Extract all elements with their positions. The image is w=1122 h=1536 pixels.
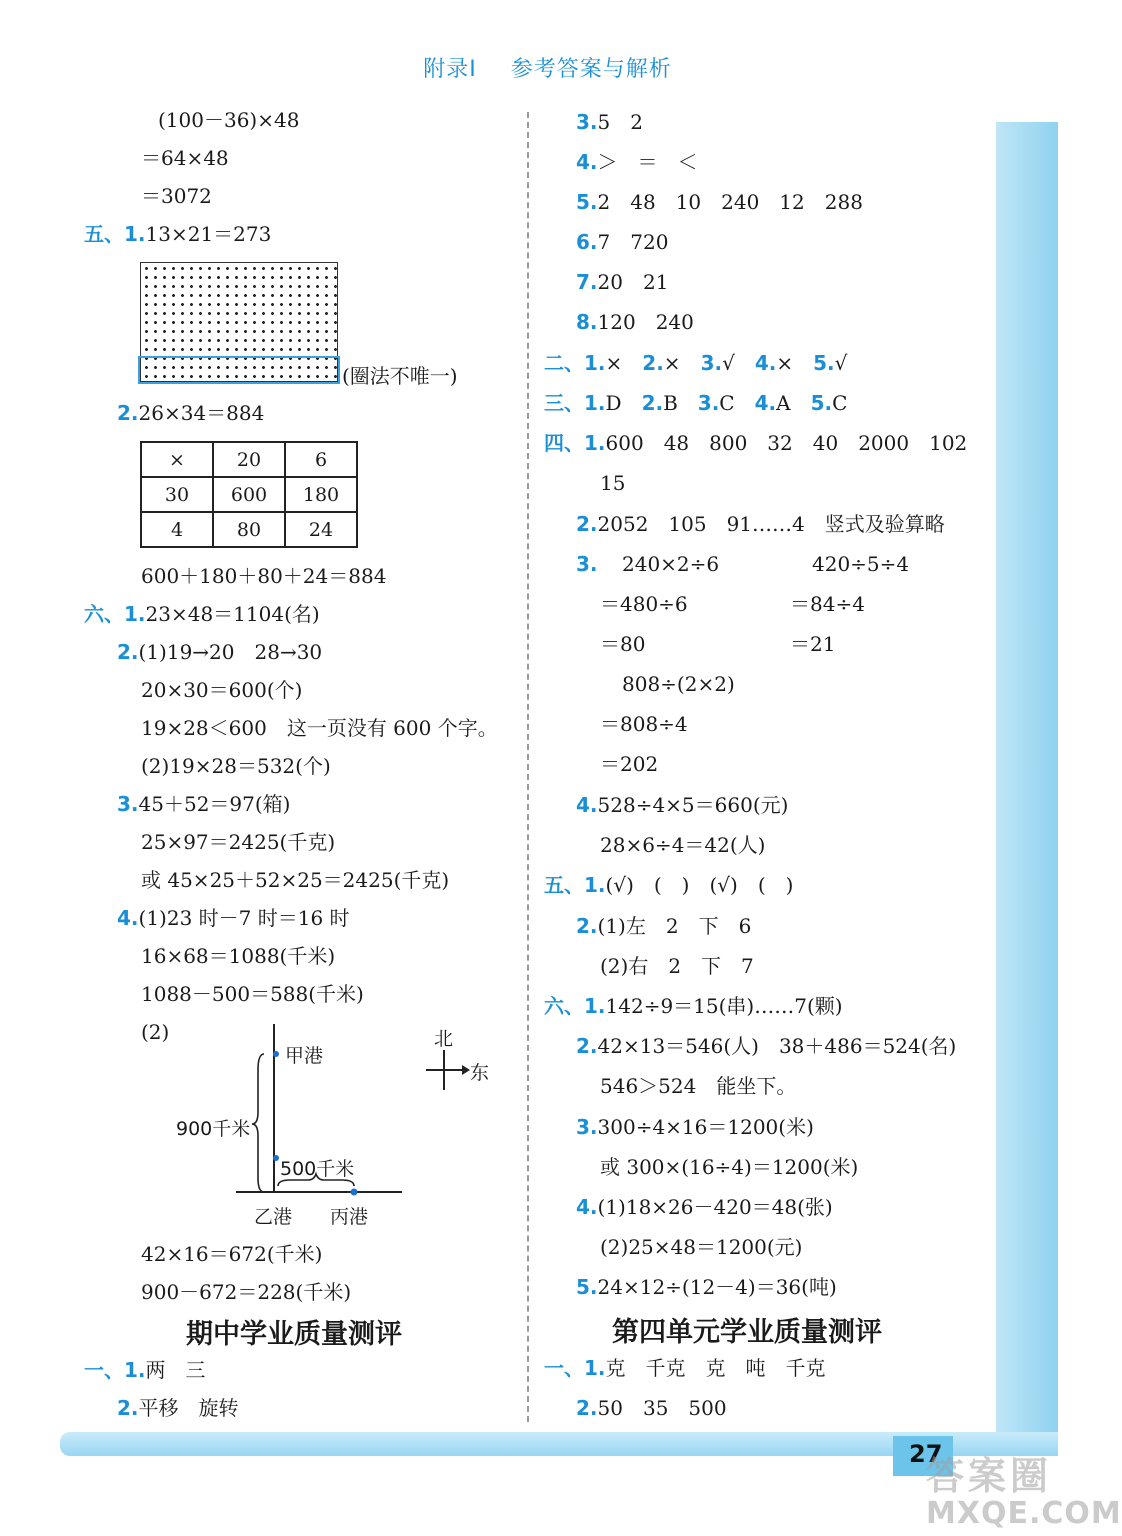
answer-text: 42×13＝546(人) 38＋486＝524(名)	[597, 1034, 957, 1058]
answer-text: 528÷4×5＝660(元)	[597, 793, 789, 817]
answer-text: 300÷4×16＝1200(米)	[597, 1115, 814, 1139]
north-label: 北	[434, 1028, 454, 1050]
answer-text: 13×21＝273	[145, 222, 272, 246]
answer-text: C	[719, 391, 735, 415]
answer-text: 23×48＝1104(名)	[145, 602, 320, 626]
calc-line: ＝808÷4	[600, 712, 688, 736]
calc-line: (2)25×48＝1200(元)	[600, 1235, 803, 1259]
question-number: 3.	[697, 391, 720, 415]
calc-line: (2)	[141, 1020, 170, 1044]
calc-line: ＝21	[790, 632, 836, 656]
calc-line: (100－36)×48	[158, 108, 300, 132]
answer-text: D	[605, 391, 622, 415]
question-number: 7.	[576, 270, 598, 294]
answer-text: 两 三	[145, 1358, 206, 1382]
grid-cell: 180	[285, 477, 357, 512]
answer-text: ×	[605, 351, 623, 375]
answer-text: 120 240	[597, 310, 694, 334]
answer-text: A	[776, 391, 791, 415]
watermark-bottom: MXQE.COM	[926, 1496, 1122, 1531]
answer-text: √	[722, 351, 735, 375]
answer-item	[576, 268, 668, 296]
question-number: 一、1.	[544, 1356, 606, 1380]
answer-text: √	[834, 351, 848, 375]
calc-line: (2)右 2 下 7	[600, 954, 754, 978]
answer-item	[576, 1394, 727, 1422]
answer-item	[576, 1273, 837, 1301]
calc-line: 808÷(2×2)	[622, 672, 735, 696]
answer-text: (1)18×26－420＝48(张)	[597, 1195, 833, 1219]
answer-item	[544, 429, 967, 457]
calc-line: 42×16＝672(千米)	[141, 1242, 323, 1266]
question-number: 3.	[700, 351, 723, 375]
answer-text: C	[832, 391, 848, 415]
question-number: 六、1.	[544, 994, 606, 1018]
east-label: 东	[470, 1062, 490, 1084]
grid-cell: 80	[213, 512, 285, 547]
calc-line: 或 45×25＋52×25＝2425(千克)	[141, 868, 450, 892]
unit4-section-title: 第四单元学业质量测评	[612, 1317, 882, 1348]
question-number: 五、1.	[544, 873, 606, 897]
question-number: 5.	[813, 351, 835, 375]
answer-text: (1)23 时－7 时＝16 时	[138, 906, 350, 930]
answer-text: ＞ ＝ ＜	[597, 150, 698, 174]
bing-port-marker	[351, 1189, 358, 1196]
distance-500-label: 500千米	[280, 1158, 355, 1180]
jia-port-label: 甲港	[285, 1045, 324, 1067]
question-number: 4.	[117, 906, 139, 930]
answer-item	[576, 108, 643, 136]
question-number: 2.	[576, 914, 598, 938]
answer-text: ×	[776, 351, 794, 375]
question-number: 5.	[576, 1275, 598, 1299]
appendix-label: 附录Ⅰ	[423, 57, 477, 82]
brace-900	[252, 1054, 264, 1192]
answer-text: 5 2	[597, 110, 643, 134]
answer-text: 142÷9＝15(串)……7(颗)	[605, 994, 843, 1018]
calc-line: ＝3072	[141, 184, 212, 208]
answer-text: 克 千克 克 吨 千克	[605, 1356, 826, 1380]
question-number: 8.	[576, 310, 598, 334]
calc-line: 16×68＝1088(千米)	[141, 944, 336, 968]
grid-cell: 20	[213, 442, 285, 477]
question-number: 五、1.	[84, 222, 146, 246]
jia-port-marker	[273, 1051, 279, 1057]
answer-text: (√) ( ) (√) ( )	[605, 873, 794, 897]
calc-line: 900－672＝228(千米)	[141, 1280, 352, 1304]
question-number: 2.	[117, 401, 139, 425]
answer-text: 2052 105 91……4 竖式及验算略	[597, 512, 945, 536]
calc-line: ＝80	[600, 632, 646, 656]
calc-line: ＝480÷6	[600, 592, 688, 616]
calc-line: (2)19×28＝532(个)	[141, 754, 331, 778]
question-number: 2.	[576, 1034, 598, 1058]
question-number: 三、1.	[544, 391, 606, 415]
calc-line: 420÷5÷4	[812, 552, 910, 576]
watermark-top: 答案圈	[926, 1454, 1053, 1498]
answer-item	[576, 1113, 814, 1141]
question-number: 2.	[641, 391, 664, 415]
question-number: 6.	[576, 230, 598, 254]
answer-text: ×	[663, 351, 681, 375]
answer-text: 50 35 500	[597, 1396, 727, 1420]
question-number: 二、1.	[544, 351, 606, 375]
answer-text: 平移 旋转	[138, 1396, 239, 1420]
question-number: 2.	[576, 512, 598, 536]
answer-text: 600 48 800 32 40 2000 102	[605, 431, 968, 455]
question-number: 3.	[576, 110, 598, 134]
question-number-label: 3.	[576, 552, 598, 576]
question-number: 3.	[576, 1115, 598, 1139]
answer-text: B	[663, 391, 678, 415]
answer-item	[544, 349, 847, 377]
grid-cell: 24	[285, 512, 357, 547]
header-title: 参考答案与解析	[510, 57, 672, 82]
calc-line: 15	[600, 471, 626, 495]
calc-line: 1088－500＝588(千米)	[141, 982, 364, 1006]
question-number: 4.	[576, 150, 598, 174]
midterm-section-title: 期中学业质量测评	[186, 1319, 402, 1350]
answer-item	[576, 188, 863, 216]
answer-text: (1)左 2 下 6	[597, 914, 752, 938]
question-number: 4.	[576, 1195, 598, 1219]
answer-item	[117, 1394, 239, 1422]
calc-line: 19×28＜600 这一页没有 600 个字。	[141, 716, 498, 740]
answer-item	[576, 510, 945, 538]
question-number: 4.	[754, 391, 777, 415]
question-number: 2.	[117, 1396, 139, 1420]
answer-text: (1)19→20 28→30	[138, 640, 323, 664]
answer-item	[576, 1032, 956, 1060]
answer-item	[576, 148, 698, 176]
answer-item	[576, 791, 788, 819]
calc-line: ＝202	[600, 752, 659, 776]
answer-text: 24×12÷(12－4)＝36(吨)	[597, 1275, 837, 1299]
question-number: 4.	[576, 793, 598, 817]
question-number: 六、1.	[84, 602, 146, 626]
question-number: 一、1.	[84, 1358, 146, 1382]
calc-line: 240×2÷6	[622, 552, 720, 576]
calc-line: ＝64×48	[141, 146, 229, 170]
answer-text: 20 21	[597, 270, 669, 294]
mid-point-marker	[273, 1155, 279, 1161]
question-number: 2.	[642, 351, 664, 375]
calc-line: ＝84÷4	[790, 592, 865, 616]
calc-line: 546＞524 能坐下。	[600, 1074, 797, 1098]
answer-item	[576, 912, 751, 940]
answer-item	[544, 871, 793, 899]
answer-item	[544, 389, 847, 417]
dot-note: (圈法不唯一)	[342, 364, 458, 388]
answer-text: 7 720	[597, 230, 669, 254]
answer-text: 2 48 10 240 12 288	[597, 190, 863, 214]
question-number: 5.	[810, 391, 833, 415]
question-number: 3.	[117, 792, 139, 816]
answer-item	[544, 1354, 826, 1382]
bing-port-label: 丙港	[330, 1206, 369, 1228]
calc-line: 25×97＝2425(千克)	[141, 830, 336, 854]
answer-item	[544, 992, 843, 1020]
answer-text: 26×34＝884	[138, 401, 265, 425]
answer-item	[576, 228, 668, 256]
compass-arrow-icon	[462, 1065, 470, 1075]
answer-item	[84, 1356, 206, 1384]
answer-item	[576, 1193, 833, 1221]
question-number: 2.	[576, 1396, 598, 1420]
calc-line: 或 300×(16÷4)＝1200(米)	[600, 1155, 859, 1179]
grid-cell: 600	[213, 477, 285, 512]
yi-port-label: 乙港	[254, 1206, 293, 1228]
question-number: 5.	[576, 190, 598, 214]
grid-cell: 6	[285, 442, 357, 477]
calc-line: 28×6÷4＝42(人)	[600, 833, 766, 857]
question-number: 四、1.	[544, 431, 606, 455]
calc-line: 600＋180＋80＋24＝884	[141, 564, 387, 588]
answer-text: 45＋52＝97(箱)	[138, 792, 291, 816]
answer-item	[576, 308, 694, 336]
distance-900-label: 900千米	[176, 1118, 251, 1140]
question-number: 4.	[754, 351, 777, 375]
grid-cell: ×	[141, 442, 213, 477]
question-number: 2.	[117, 640, 139, 664]
watermark	[926, 1445, 1122, 1531]
grid-cell: 4	[141, 512, 213, 547]
calc-line: 20×30＝600(个)	[141, 678, 303, 702]
grid-cell: 30	[141, 477, 213, 512]
question-number	[576, 550, 598, 578]
page-number: 27	[909, 1440, 943, 1468]
